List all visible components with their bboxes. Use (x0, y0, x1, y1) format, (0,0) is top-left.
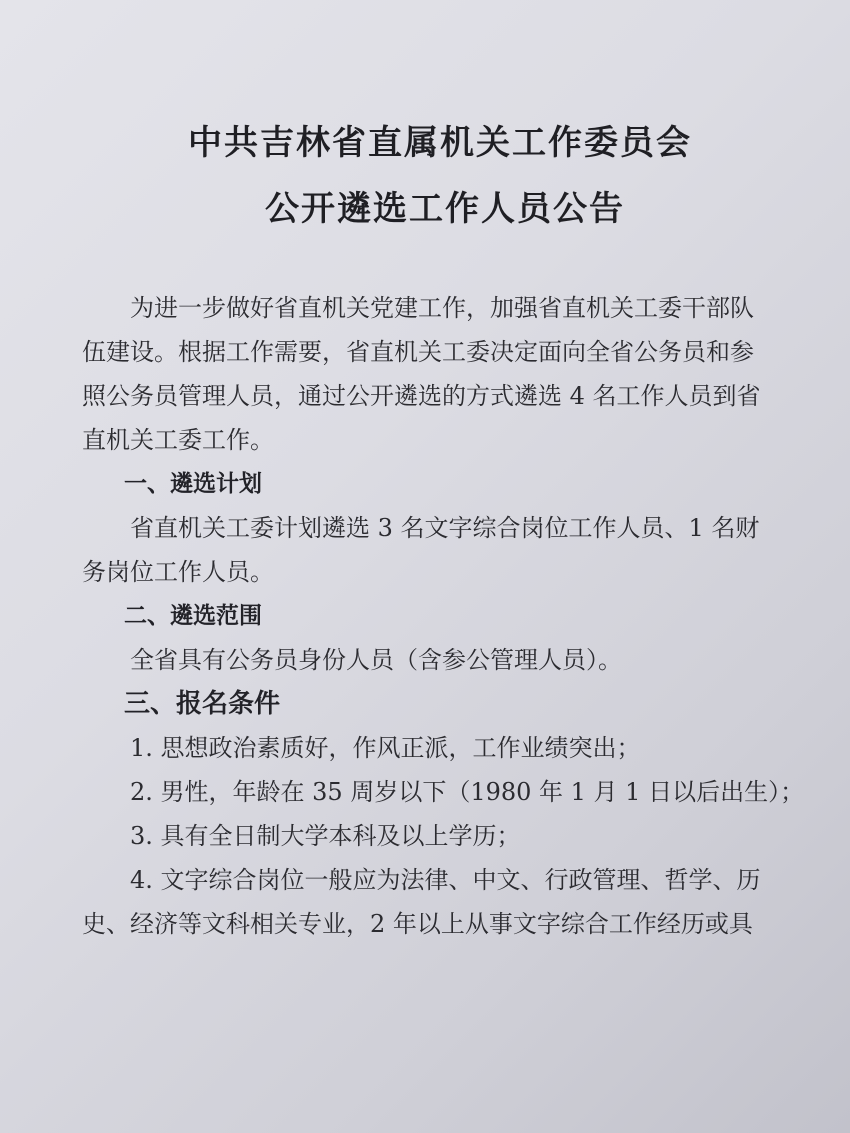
section-heading-scope: 二、遴选范围 (124, 603, 262, 629)
condition-item: 3. 具有全日制大学本科及以上学历； (130, 822, 521, 850)
section-plan-paragraph (82, 506, 760, 594)
section-heading-plan: 一、遴选计划 (124, 471, 262, 497)
paragraph-line: 省直机关工委计划遴选 3 名文字综合岗位工作人员、1 名财 (130, 514, 760, 542)
document-body (82, 286, 805, 946)
condition-item: 1. 思想政治素质好，作风正派，工作业绩突出； (130, 734, 641, 762)
section-conditions-list (82, 726, 805, 946)
intro-line: 伍建设。根据工作需要，省直机关工委决定面向全省公务员和参 (82, 338, 754, 366)
document-title-block (0, 110, 850, 242)
section-heading-conditions: 三、报名条件 (124, 689, 281, 719)
intro-line: 直机关工委工作。 (82, 426, 274, 454)
document-title-line-2: 公开遴选工作人员公告 (265, 189, 625, 229)
condition-item: 2. 男性，年龄在 35 周岁以下（1980 年 1 月 1 日以后出生）； (130, 778, 805, 806)
paragraph-line: 全省具有公务员身份人员（含参公管理人员）。 (130, 646, 622, 674)
intro-line: 为进一步做好省直机关党建工作，加强省直机关工委干部队 (130, 294, 754, 322)
intro-paragraph (82, 286, 761, 462)
paragraph-line: 务岗位工作人员。 (82, 558, 274, 586)
condition-item: 4. 文字综合岗位一般应为法律、中文、行政管理、哲学、历 (130, 866, 761, 894)
intro-line: 照公务员管理人员，通过公开遴选的方式遴选 4 名工作人员到省 (82, 382, 761, 410)
document-title-line-1: 中共吉林省直属机关工作委员会 (188, 123, 692, 163)
section-scope-paragraph (82, 638, 752, 682)
condition-item-continued: 史、经济等文科相关专业，2 年以上从事文字综合工作经历或具 (82, 910, 753, 938)
